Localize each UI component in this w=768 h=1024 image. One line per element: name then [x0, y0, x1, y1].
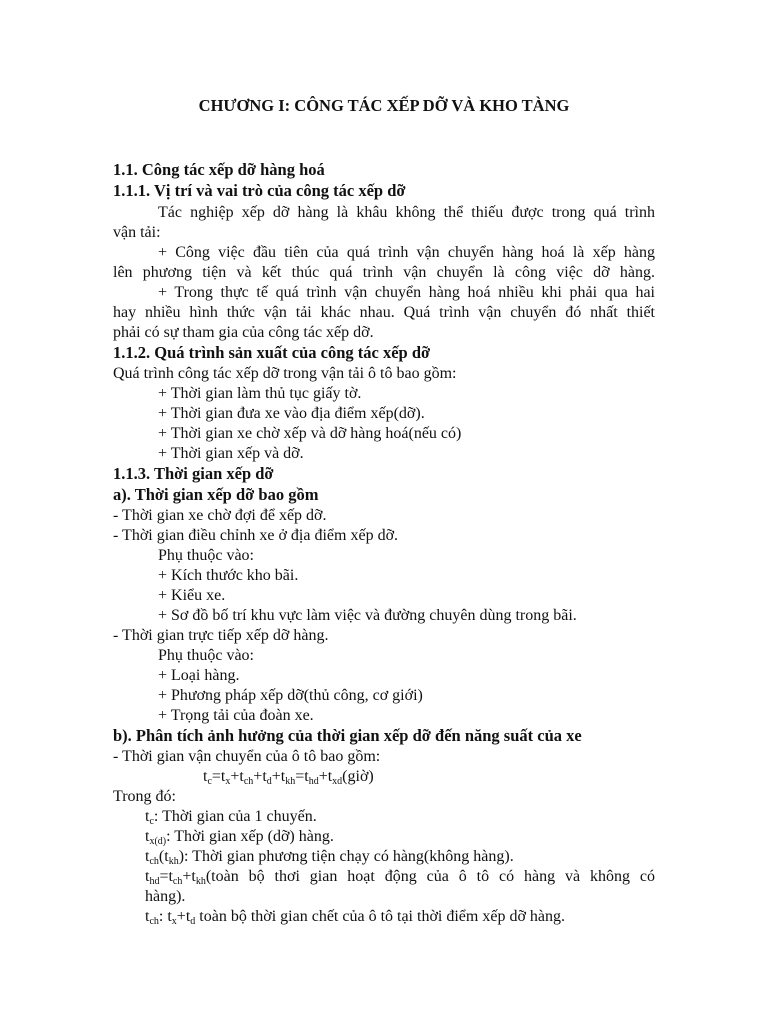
- list-item: - Thời gian điều chỉnh xe ở địa điểm xếp dỡ.: [113, 527, 399, 544]
- subsection-heading-a: a). Thời gian xếp dỡ bao gồm: [113, 485, 319, 504]
- definition-line: $t_{x(d)}$: Thời gian xếp (dỡ) hàng.: [145, 828, 334, 847]
- subsection-heading-b: b). Phân tích ảnh hưởng của thời gian xếp dỡ đến năng suất của xe: [113, 726, 582, 745]
- paragraph-line: Tác nghiệp xếp dỡ hàng là khâu không thể thiếu được trong quá trình: [158, 204, 655, 221]
- where-label: Trong đó:: [113, 788, 176, 805]
- paragraph-line: vận tải:: [113, 224, 161, 241]
- paragraph-line: phải có sự tham gia của công tác xếp dỡ.: [113, 324, 374, 341]
- list-item: + Thời gian xe chờ xếp và dỡ hàng hoá(nếu có): [158, 425, 462, 442]
- section-heading-1-1-2: 1.1.2. Quá trình sản xuất của công tác xếp dỡ: [113, 343, 431, 362]
- list-item: + Phương pháp xếp dỡ(thủ công, cơ giới): [158, 687, 423, 704]
- section-heading-1-1-3: 1.1.3. Thời gian xếp dỡ: [113, 464, 274, 483]
- list-item: + Thời gian xếp và dỡ.: [158, 445, 304, 462]
- definition-line: $t_{ch}$: $t_x+t_d$ toàn bộ thời gian chết của ô tô tại thời điểm xếp dỡ hàng.: [145, 908, 566, 927]
- paragraph-line: + Trong thực tế quá trình vận chuyển hàng hoá nhiều khi phải qua hai: [158, 284, 655, 301]
- paragraph-line: hay nhiều hình thức vận tải khác nhau. Quá trình vận chuyển đó nhất thiết: [113, 304, 655, 321]
- list-item: + Thời gian đưa xe vào địa điểm xếp(dỡ).: [158, 405, 425, 422]
- section-heading-1-1: 1.1. Công tác xếp dỡ hàng hoá: [113, 160, 325, 179]
- list-item: + Trọng tải của đoàn xe.: [158, 707, 314, 724]
- paragraph-line: + Công việc đầu tiên của quá trình vận chuyển hàng hoá là xếp hàng: [158, 244, 655, 261]
- chapter-title: CHƯƠNG I: CÔNG TÁC XẾP DỠ VÀ KHO TÀNG: [198, 96, 570, 115]
- list-item: + Thời gian làm thủ tục giấy tờ.: [158, 385, 362, 402]
- list-item: + Loại hàng.: [158, 667, 240, 684]
- list-item: Phụ thuộc vào:: [158, 547, 254, 564]
- list-item: - Thời gian trực tiếp xếp dỡ hàng.: [113, 627, 329, 644]
- list-item: Phụ thuộc vào:: [158, 647, 254, 664]
- list-item: + Kiểu xe.: [158, 587, 226, 604]
- list-item: - Thời gian xe chờ đợi để xếp dỡ.: [113, 507, 327, 524]
- definition-line: $t_c$: Thời gian của 1 chuyến.: [145, 808, 317, 827]
- formula-line: $t_c=t_x+t_{ch}+t_d+t_{kh}=t_{hd}+t_{xd}(giờ)$: [203, 768, 374, 787]
- definition-line: $t_{ch}(t_{kh})$: Thời gian phương tiện chạy có hàng(không hàng).: [145, 848, 514, 867]
- paragraph-line: lên phương tiện và kết thúc quá trình vận chuyển là công việc dỡ hàng.: [113, 264, 655, 281]
- list-item: + Kích thước kho bãi.: [158, 567, 299, 584]
- paragraph-line: Quá trình công tác xếp dỡ trong vận tải ô tô bao gồm:: [113, 365, 457, 382]
- list-item: - Thời gian vận chuyển của ô tô bao gồm:: [113, 748, 381, 765]
- section-heading-1-1-1: 1.1.1. Vị trí và vai trò của công tác xếp dỡ: [113, 181, 406, 200]
- definition-line: $t_{hd}=t_{ch}+t_{kh}(toàn$ bộ thơi gian hoạt động của ô tô có hàng và không có: [145, 868, 655, 887]
- list-item: + Sơ đồ bố trí khu vực làm việc và đường chuyên dùng trong bãi.: [158, 607, 577, 624]
- definition-line: hàng).: [145, 888, 186, 905]
